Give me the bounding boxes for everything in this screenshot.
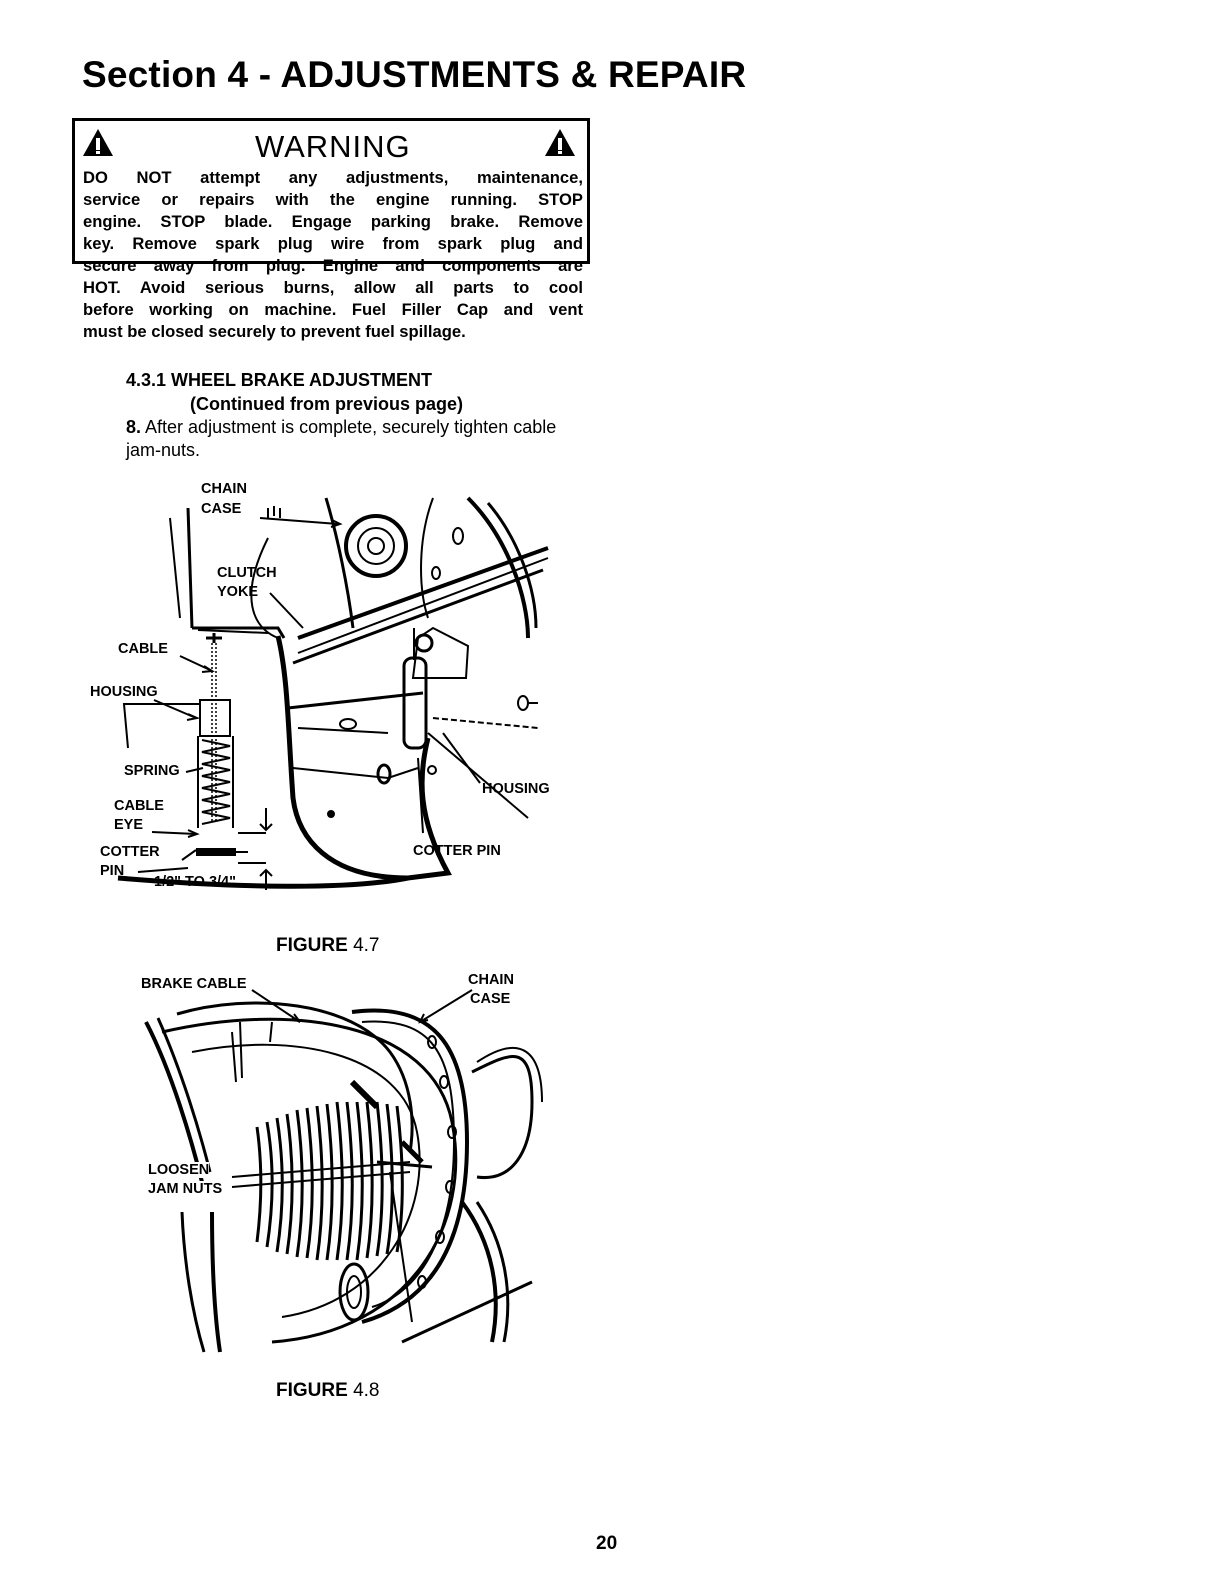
label-loosen: LOOSEN [148,1162,210,1178]
warning-line: before working on machine. Fuel Filler Cap and vent [83,300,583,319]
warning-line: engine. STOP blade. Engage parking brake. Remove [83,212,583,231]
label-chain: CHAIN [468,972,514,988]
warning-triangle-icon [545,129,575,156]
warning-line: secure away from plug. Engine and components are [83,256,583,275]
label-spring: SPRING [124,763,180,779]
warning-line: DO NOT attempt any adjustments, maintenance, [83,168,583,187]
figure-caption-number: 4.8 [353,1380,380,1401]
label-jam-nuts: JAM NUTS [148,1181,223,1197]
label-housing-left: HOUSING [90,684,158,700]
step-text-continued: jam-nuts. [126,440,201,460]
label-clutch: CLUTCH [217,565,277,581]
figure-4-7 [88,478,560,918]
warning-line: must be closed securely to prevent fuel spillage. [83,322,466,341]
label-cable: CABLE [118,641,168,657]
warning-line: key. Remove spark plug wire from spark plug and [83,234,583,253]
warning-line: HOT. Avoid serious burns, allow all parts to cool [83,278,583,297]
figure-4-8 [132,962,550,1362]
warning-title: WARNING [255,129,411,164]
label-cotter: COTTER [100,844,160,860]
label-chain: CHAIN [201,481,247,497]
label-cable-eye: CABLE [114,798,164,814]
figure-caption-word: FIGURE [276,1380,348,1401]
warning-text [83,167,583,343]
procedure-continued: (Continued from previous page) [190,394,464,414]
procedure-heading: 4.3.1 WHEEL BRAKE ADJUSTMENT [126,370,433,390]
label-yoke: YOKE [217,584,259,600]
warning-box [72,118,590,341]
warning-header [75,123,587,169]
step-number: 8. [126,417,142,437]
page-number: 20 [596,1533,618,1554]
figure-caption-word: FIGURE [276,935,348,956]
label-pin: PIN [100,863,125,879]
warning-triangle-icon [83,129,113,156]
label-cotter-pin: COTTER PIN [413,843,501,859]
label-brake-cable: BRAKE CABLE [141,976,247,992]
figure-4-8-caption [276,1380,379,1402]
label-cable-eye: EYE [114,817,144,833]
procedure-step [126,417,556,438]
step-text: After adjustment is complete, securely tighten cable [145,417,557,437]
section-title: Section 4 - ADJUSTMENTS & REPAIR [82,54,747,95]
label-case: CASE [470,991,511,1007]
label-measurement: 1/2" TO 3/4" [154,874,236,890]
label-case: CASE [201,501,242,517]
label-housing-right: HOUSING [482,781,550,797]
figure-caption-number: 4.7 [353,935,380,956]
figure-4-7-caption [276,935,379,957]
warning-line: service or repairs with the engine running. STOP [83,190,583,209]
